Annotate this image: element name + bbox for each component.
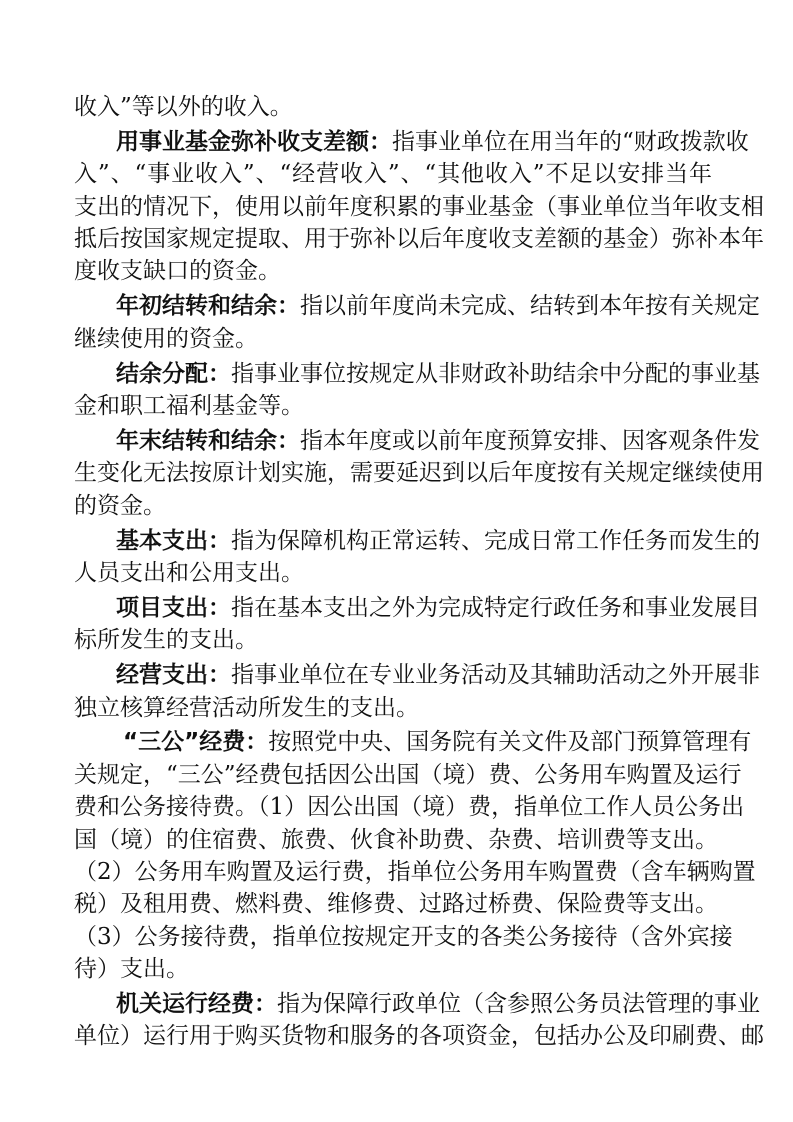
text-line	[74, 921, 733, 953]
text-line	[74, 726, 752, 758]
line-text: 国（境）的住宿费、旅费、伙食补助费、杂费、培训费等支出。	[74, 826, 718, 853]
text-line	[74, 425, 760, 457]
text-line	[74, 988, 760, 1020]
paragraph	[74, 525, 760, 590]
line-text: 人员支出和公用支出。	[74, 559, 304, 586]
text-line	[74, 624, 712, 656]
text-line	[74, 824, 718, 856]
line-text: 指在基本支出之外为完成特定行政任务和事业发展目	[231, 594, 760, 621]
text-line	[74, 191, 764, 223]
term-heading: 结余分配：	[116, 360, 231, 387]
line-text: （2）公务用车购置及运行费，指单位公务用车购置费（含车辆购置	[74, 858, 756, 885]
line-text: 入”、“事业收入”、“经营收入”、“其他收入”不足以安排当年	[74, 161, 712, 188]
line-text: 按照党中央、国务院有关文件及部门预算管理有	[268, 729, 752, 756]
term-heading: 基本支出：	[116, 527, 231, 554]
text-line	[74, 255, 712, 287]
line-text: 继续使用的资金。	[74, 325, 258, 352]
text-line	[74, 592, 760, 624]
text-line	[74, 323, 712, 355]
line-text: 关规定，“三公”经费包括因公出国（境）费、公务用车购置及运行	[74, 761, 742, 788]
term-heading: 年初结转和结余：	[116, 293, 300, 320]
line-text: 指事业单位在专业业务活动及其辅助活动之外开展非	[231, 662, 760, 689]
paragraph	[74, 659, 760, 724]
term-heading: 项目支出：	[116, 594, 231, 621]
line-text: 独立核算经营活动所发生的支出。	[74, 694, 419, 721]
term-heading: 经营支出：	[116, 662, 231, 689]
line-text: 抵后按国家规定提取、用于弥补以后年度收支差额的基金）弥补本年	[74, 226, 764, 253]
term-heading: 用事业基金弥补收支差额：	[116, 128, 392, 155]
line-text: 指事业事位按规定从非财政补助结余中分配的事业基	[231, 360, 760, 387]
line-text: 指为保障行政单位（含参照公务员法管理的事业	[277, 991, 760, 1018]
paragraph	[74, 290, 760, 355]
text-line	[74, 126, 749, 158]
line-text: 度收支缺口的资金。	[74, 258, 281, 285]
text-line	[74, 457, 764, 489]
text-line	[74, 1020, 764, 1052]
paragraph	[74, 592, 760, 657]
text-line	[74, 692, 712, 724]
line-text: 税）及租用费、燃料费、维修费、过路过桥费、保险费等支出。	[74, 891, 718, 918]
paragraph	[74, 726, 756, 985]
term-heading: 机关运行经费：	[116, 991, 277, 1018]
text-line	[74, 759, 742, 791]
paragraph	[74, 988, 764, 1053]
text-line	[74, 791, 745, 823]
text-line	[74, 525, 760, 557]
document-page	[74, 91, 764, 1055]
paragraph	[74, 425, 764, 522]
text-line	[74, 390, 712, 422]
text-line	[74, 856, 756, 888]
line-text: 费和公务接待费。（1）因公出国（境）费，指单位工作人员公务出	[74, 794, 745, 821]
term-heading: “三公”经费：	[123, 729, 269, 756]
text-line	[74, 490, 712, 522]
line-text: 指以前年度尚未完成、结转到本年按有关规定	[300, 293, 760, 320]
line-text: 标所发生的支出。	[74, 627, 258, 654]
line-text: 金和职工福利基金等。	[74, 393, 304, 420]
text-line	[74, 888, 718, 920]
text-line	[74, 223, 764, 255]
line-text: （3）公务接待费，指单位按规定开支的各类公务接待（含外宾接	[74, 923, 733, 950]
line-text: 支出的情况下，使用以前年度积累的事业基金（事业单位当年收支相	[74, 193, 764, 220]
line-text: 待）支出。	[74, 956, 189, 983]
line-text: 单位）运行用于购买货物和服务的各项资金，包括办公及印刷费、邮	[74, 1023, 764, 1050]
line-text: 的资金。	[74, 492, 166, 519]
line-text: 收入”等以外的收入。	[74, 94, 293, 120]
line-text: 指为保障机构正常运转、完成日常工作任务而发生的	[231, 527, 760, 554]
text-line	[74, 158, 712, 190]
line-text: 生变化无法按原计划实施，需要延迟到以后年度按有关规定继续使用	[74, 460, 764, 487]
text-line	[74, 953, 712, 985]
text-line	[74, 557, 712, 589]
text-line	[74, 358, 760, 390]
text-line	[74, 659, 760, 691]
paragraph	[74, 91, 712, 123]
line-text: 指事业单位在用当年的“财政拨款收	[392, 128, 749, 155]
text-line	[74, 91, 712, 123]
paragraph	[74, 126, 764, 288]
text-line	[74, 290, 760, 322]
term-heading: 年末结转和结余：	[116, 427, 300, 454]
paragraph	[74, 358, 760, 423]
line-text: 指本年度或以前年度预算安排、因客观条件发	[300, 427, 760, 454]
